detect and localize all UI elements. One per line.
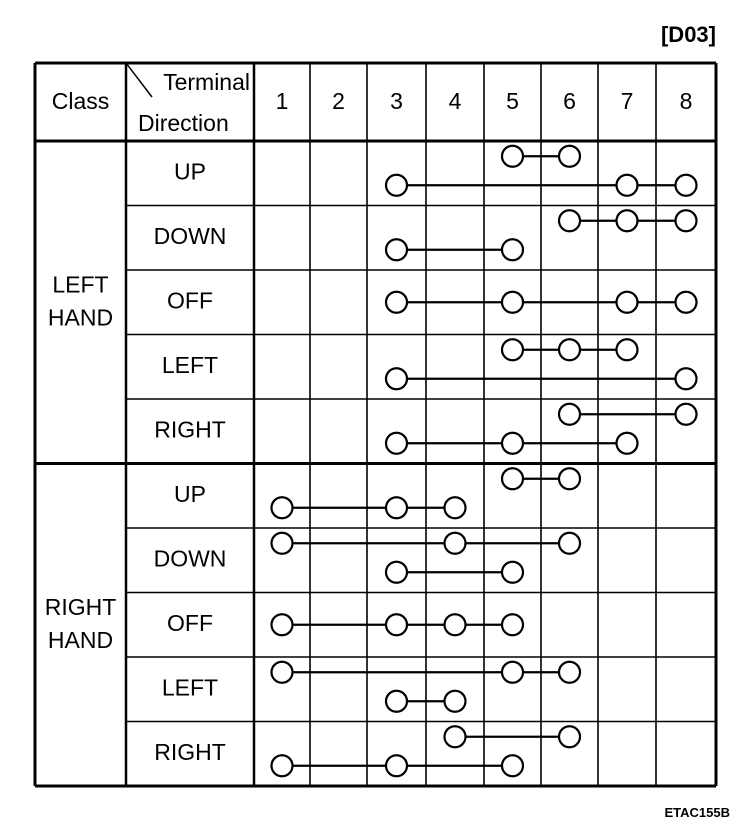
- terminal-circle-3: [386, 433, 407, 454]
- terminal-circle-7: [617, 433, 638, 454]
- terminal-circle-8: [676, 368, 697, 389]
- class-label-right-hand: RIGHT: [44, 593, 117, 620]
- terminal-circle-4: [445, 497, 466, 518]
- terminal-circle-4: [445, 533, 466, 554]
- class-label-right-hand: HAND: [47, 626, 114, 653]
- direction-label-left: LEFT: [161, 351, 219, 378]
- terminal-circle-6: [559, 210, 580, 231]
- terminal-circle-5: [502, 146, 523, 167]
- terminal-circle-6: [559, 339, 580, 360]
- terminal-circle-3: [386, 691, 407, 712]
- direction-label-left: LEFT: [161, 674, 219, 701]
- terminal-circle-5: [502, 433, 523, 454]
- direction-label-right: RIGHT: [154, 416, 226, 443]
- terminal-circle-8: [676, 210, 697, 231]
- terminal-circle-4: [445, 614, 466, 635]
- terminal-circle-6: [559, 404, 580, 425]
- terminal-circle-5: [502, 468, 523, 489]
- terminal-circle-8: [676, 175, 697, 196]
- class-header: Class: [51, 88, 110, 115]
- direction-label-down: DOWN: [153, 545, 227, 572]
- terminal-circle-7: [617, 175, 638, 196]
- terminal-number-4: 4: [448, 88, 462, 115]
- terminal-circle-4: [445, 726, 466, 747]
- direction-header: Direction: [138, 110, 229, 137]
- direction-label-down: DOWN: [153, 222, 227, 249]
- terminal-circle-6: [559, 533, 580, 554]
- direction-label-up: UP: [174, 158, 206, 185]
- terminal-circle-3: [386, 292, 407, 313]
- terminal-circle-8: [676, 404, 697, 425]
- terminal-circle-4: [445, 691, 466, 712]
- terminal-circle-3: [386, 614, 407, 635]
- terminal-circle-1: [272, 755, 293, 776]
- terminal-number-1: 1: [275, 88, 289, 115]
- terminal-circle-7: [617, 210, 638, 231]
- direction-label-off: OFF: [167, 609, 213, 636]
- terminal-circle-3: [386, 562, 407, 583]
- terminal-circle-1: [272, 662, 293, 683]
- terminal-circle-7: [617, 339, 638, 360]
- terminal-circle-1: [272, 497, 293, 518]
- header-diagonal: [126, 63, 152, 97]
- terminal-circle-6: [559, 468, 580, 489]
- terminal-circle-5: [502, 662, 523, 683]
- direction-label-right: RIGHT: [154, 738, 226, 765]
- terminal-circle-5: [502, 755, 523, 776]
- footer-code: ETAC155B: [664, 805, 730, 820]
- terminal-circle-5: [502, 292, 523, 313]
- terminal-circle-3: [386, 497, 407, 518]
- terminal-circle-3: [386, 368, 407, 389]
- terminal-number-7: 7: [620, 88, 634, 115]
- terminal-header: Terminal: [163, 69, 250, 96]
- terminal-number-3: 3: [390, 88, 403, 115]
- direction-label-off: OFF: [167, 287, 213, 314]
- terminal-circle-5: [502, 614, 523, 635]
- class-label-left-hand: HAND: [47, 304, 114, 331]
- terminal-circle-1: [272, 533, 293, 554]
- class-label-left-hand: LEFT: [52, 271, 109, 298]
- direction-label-up: UP: [174, 480, 206, 507]
- terminal-circle-5: [502, 339, 523, 360]
- terminal-circle-5: [502, 562, 523, 583]
- terminal-number-6: 6: [563, 88, 576, 115]
- figure-code: [D03]: [660, 22, 716, 47]
- terminal-circle-6: [559, 726, 580, 747]
- terminal-number-5: 5: [506, 88, 519, 115]
- terminal-circle-3: [386, 239, 407, 260]
- terminal-circle-6: [559, 662, 580, 683]
- terminal-circle-1: [272, 614, 293, 635]
- terminal-circle-3: [386, 755, 407, 776]
- terminal-circle-7: [617, 292, 638, 313]
- terminal-circle-3: [386, 175, 407, 196]
- terminal-circle-6: [559, 146, 580, 167]
- terminal-circle-8: [676, 292, 697, 313]
- terminal-number-2: 2: [332, 88, 345, 115]
- terminal-number-8: 8: [679, 88, 693, 115]
- terminal-circle-5: [502, 239, 523, 260]
